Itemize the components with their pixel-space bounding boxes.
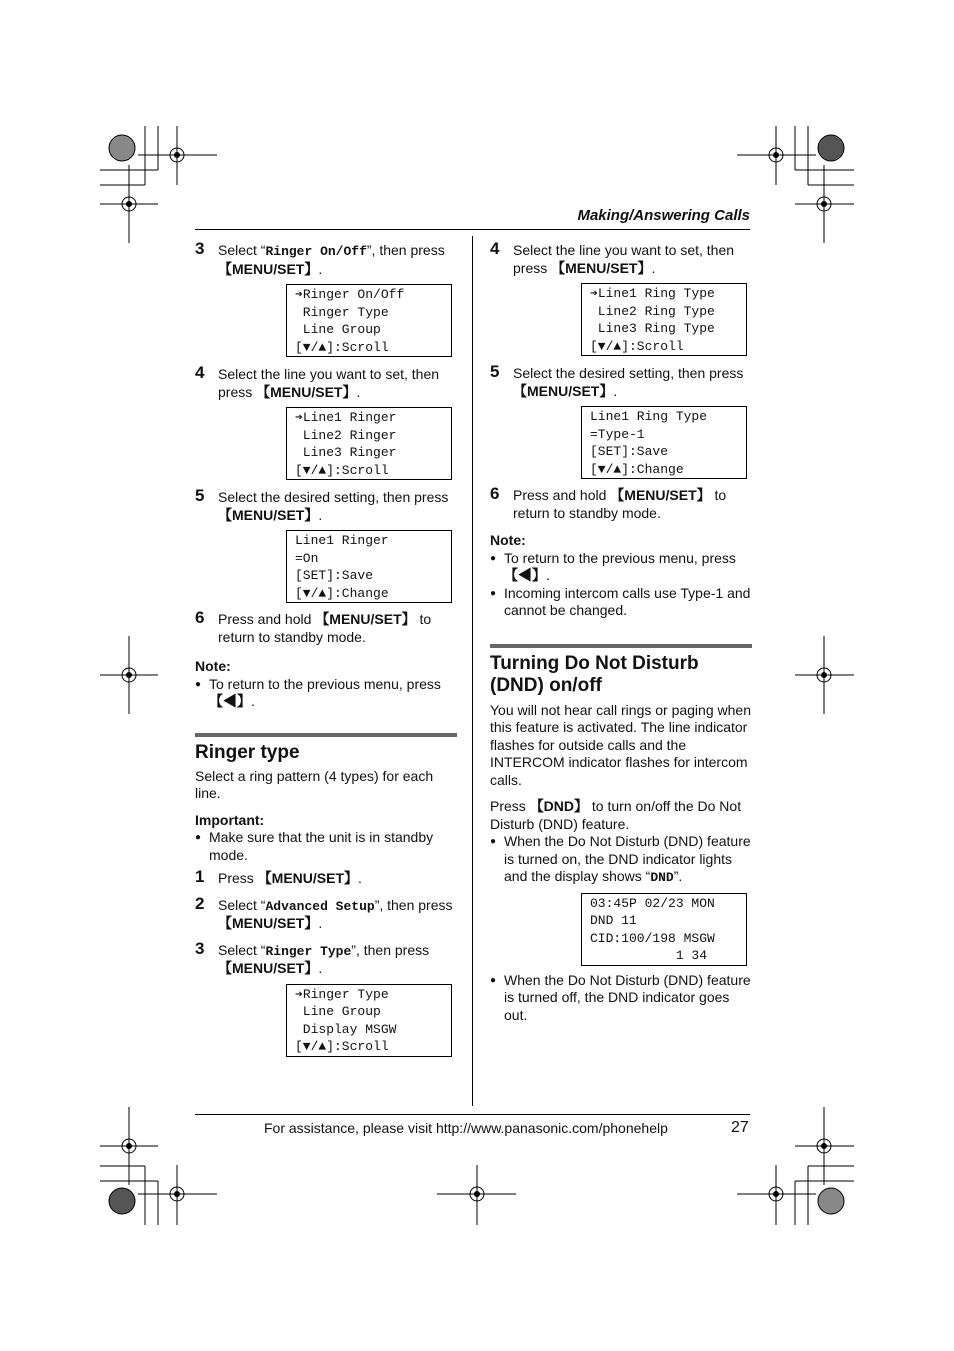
lcd-ringer-setting: Line1 Ringer =On [SET]:Save [▼/▲]:Change [286,530,452,603]
lcd-line-select: ➔Line1 Ringer Line2 Ringer Line3 Ringer [▼/▲]:Scroll [286,407,452,480]
section-bar [195,733,457,737]
step-5: 5 Select the desired setting, then press 【MENU/SET】. [195,486,449,523]
lcd-dnd-display: 03:45P 02/23 MON DND 11 CID:100/198 MSGW 1 34 [581,893,747,966]
right-note-block: Note: ● To return to the previous menu, press 【◀】. ● Incoming intercom calls use Type-1 and cannot be changed. [490,532,752,620]
important-heading: Important: [195,811,265,828]
footer-rule [195,1114,750,1115]
lcd-ringer-menu: ➔Ringer On/Off Ringer Type Line Group [▼/▲]:Scroll [286,284,452,357]
step-3: 3 Select “Ringer On/Off”, then press 【MENU/SET】. [195,239,445,277]
dnd-title: Turning Do Not Disturb (DND) on/off [490,652,699,696]
right-step-6: 6 Press and hold 【MENU/SET】 to return to standby mode. [490,484,727,521]
left-column [195,239,457,1057]
column-divider [472,236,473,1106]
right-step-4: 4 Select the line you want to set, then press 【MENU/SET】. [490,239,735,276]
rt-step-2: 2 Select “Advanced Setup”, then press 【MENU/SET】. [195,893,453,931]
page-number: 27 [731,1119,749,1136]
dnd-section-bar [490,644,752,648]
lcd-ring-type-lines: ➔Line1 Ring Type Line2 Ring Type Line3 Ring Type [▼/▲]:Scroll [581,283,747,356]
lcd-ringer-type-menu: ➔Ringer Type Line Group Display MSGW [▼/▲]:Scroll [286,984,452,1057]
header-rule [195,229,750,230]
note-block: Note: ● To return to the previous menu, press 【◀】. [195,658,457,711]
right-column [490,239,752,1024]
dnd-bullet-on: ● When the Do Not Disturb (DND) feature is turned on, the DND indicator lights and the display shows “DND”. [490,833,752,887]
dnd-intro: You will not hear call rings or paging when this feature is activated. The line indicator flashes for outside calls and the INTERCOM indicator flashes for intercom calls. [490,701,751,788]
rt-step-1: 1 Press 【MENU/SET】. [195,867,362,886]
ringer-type-title: Ringer type [195,741,300,763]
footer-assistance: For assistance, please visit http://www.panasonic.com/phonehelp [264,1120,668,1136]
step-4: 4 Select the line you want to set, then press 【MENU/SET】. [195,363,440,400]
section-header: Making/Answering Calls [577,207,750,224]
rt-step-3: 3 Select “Ringer Type”, then press 【MENU/SET】. [195,938,430,976]
lcd-ring-type-setting: Line1 Ring Type =Type-1 [SET]:Save [▼/▲]:Change [581,406,747,479]
step-6: 6 Press and hold 【MENU/SET】 to return to standby mode. [195,608,432,645]
dnd-press: Press 【DND】 to turn on/off the Do Not Disturb (DND) feature. [490,798,742,832]
right-step-5: 5 Select the desired setting, then press 【MENU/SET】. [490,362,744,399]
dnd-bullet-off: ● When the Do Not Disturb (DND) feature is turned off, the DND indicator goes out. [490,972,752,1025]
important-item: ● Make sure that the unit is in standby mode. [195,829,457,864]
ringer-type-intro: Select a ring pattern (4 types) for each line. [195,767,434,801]
